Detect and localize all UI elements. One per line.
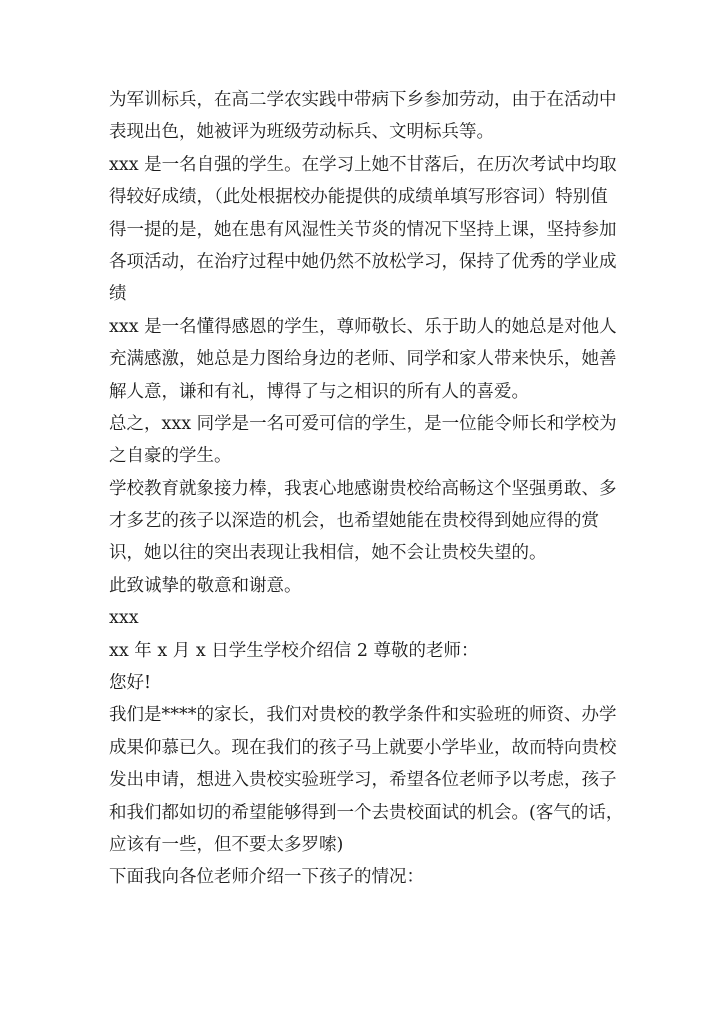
text-line: 成果仰慕已久。现在我们的孩子马上就要小学毕业，故而特向贵校 [109, 737, 617, 758]
text-line: xx 年 x 月 x 日学生学校介绍信 2 尊敬的老师： [109, 640, 479, 661]
text-line: 发出申请，想进入贵校实验班学习，希望各位老师予以考虑，孩子 [109, 770, 617, 791]
text-line: 我们是****的家长，我们对贵校的教学条件和实验班的师资、办学 [109, 705, 617, 726]
text-line: 此致诚挚的敬意和谢意。 [109, 575, 302, 596]
text-line: 应该有一些，但不要太多罗嗦) [109, 834, 344, 855]
document-body [109, 84, 624, 894]
text-line: 得一提的是，她在患有风湿性关节炎的情况下坚持上课，坚持参加 [109, 219, 617, 240]
text-line: 下面我向各位老师介绍一下孩子的情况： [109, 867, 424, 888]
text-line: 表现出色，她被评为班级劳动标兵、文明标兵等。 [109, 122, 494, 143]
text-line: 之自豪的学生。 [109, 446, 232, 467]
text-line: 充满感激，她总是力图给身边的老师、同学和家人带来快乐，她善 [109, 349, 617, 370]
text-line: 您好! [109, 673, 152, 694]
text-line: 各项活动，在治疗过程中她仍然不放松学习，保持了优秀的学业成 [109, 251, 617, 272]
text-line: 得较好成绩，（此处根据校办能提供的成绩单填写形容词）特别值 [109, 187, 608, 208]
text-line: 总之，xxx 同学是一名可爱可信的学生，是一位能令师长和学校为 [109, 413, 617, 434]
text-line: 识，她以往的突出表现让我相信，她不会让贵校失望的。 [109, 543, 547, 564]
text-line: 绩 [109, 284, 127, 305]
text-line: 才多艺的孩子以深造的机会，也希望她能在贵校得到她应得的赏 [109, 511, 599, 532]
text-line: xxx 是一名懂得感恩的学生，尊师敬长、乐于助人的她总是对他人 [109, 316, 617, 337]
text-line: 学校教育就象接力棒，我衷心地感谢贵校给高畅这个坚强勇敢、多 [109, 478, 617, 499]
text-line: 和我们都如切的希望能够得到一个去贵校面试的机会。(客气的话， [109, 802, 624, 823]
text-line: xxx [109, 608, 139, 629]
text-line: 为军训标兵，在高二学农实践中带病下乡参加劳动，由于在活动中 [109, 90, 617, 110]
text-line: xxx 是一名自强的学生。在学习上她不甘落后，在历次考试中均取 [109, 154, 617, 175]
text-line: 解人意，谦和有礼，博得了与之相识的所有人的喜爱。 [109, 381, 529, 402]
